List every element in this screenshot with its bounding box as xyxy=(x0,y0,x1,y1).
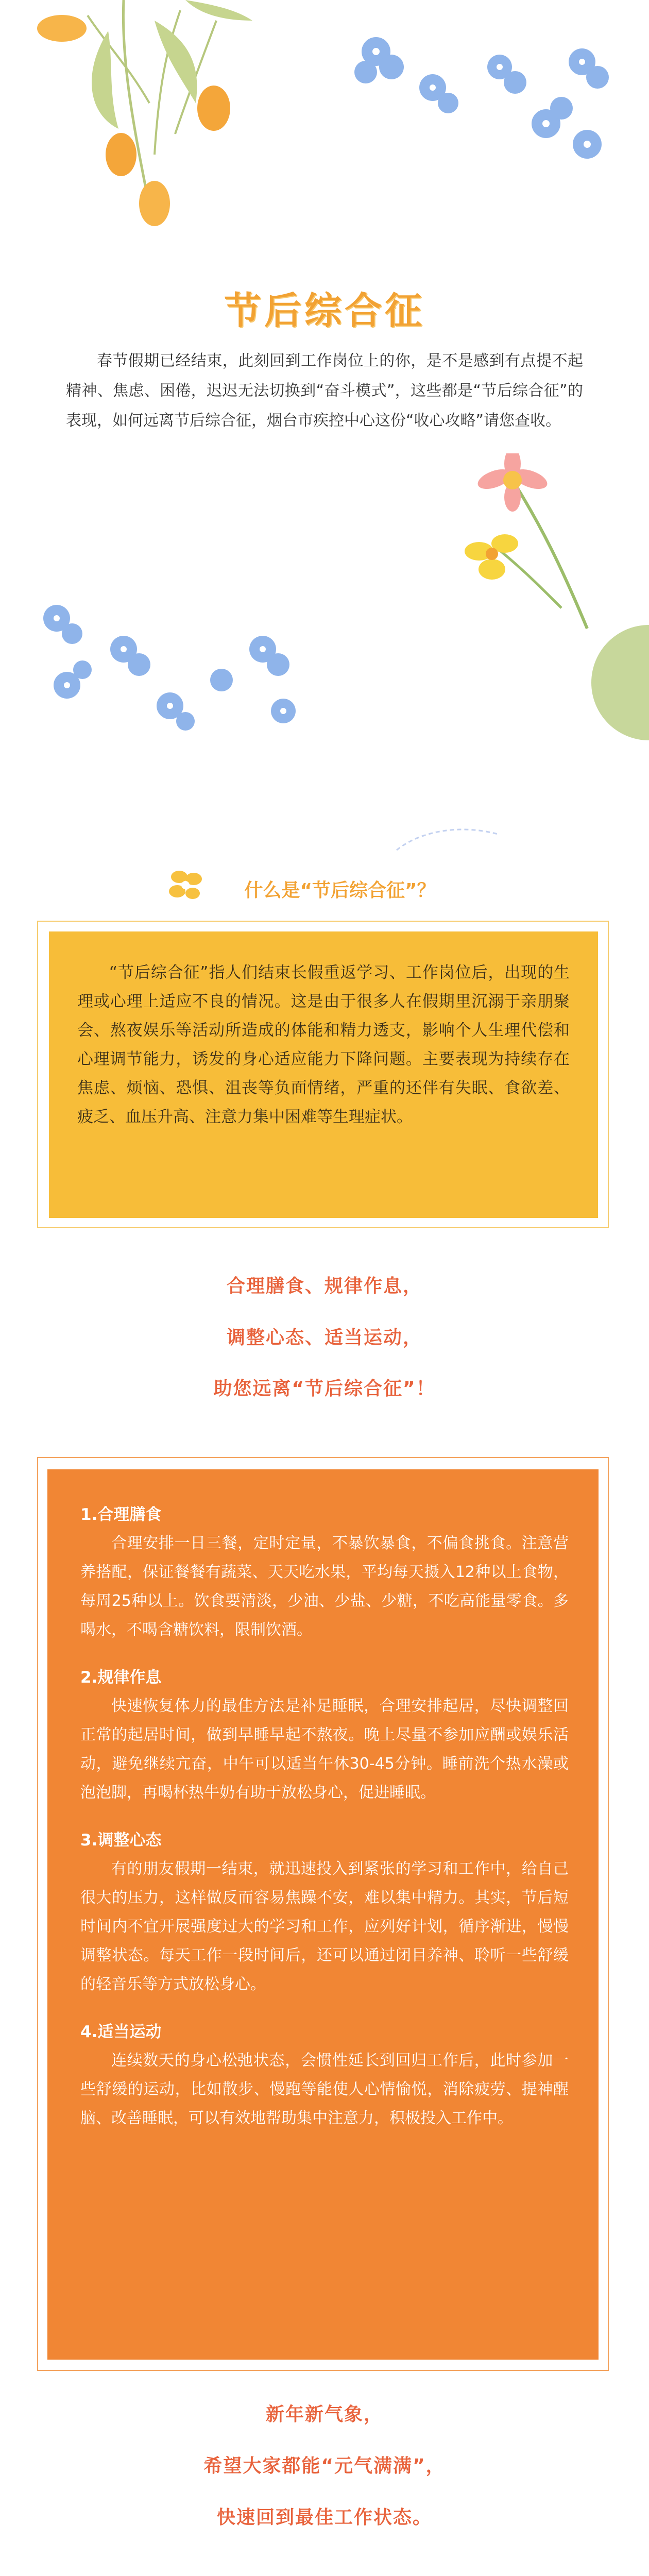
tip-routine xyxy=(80,1663,569,1807)
definition-heading xyxy=(0,876,649,902)
tip-body: 连续数天的身心松弛状态，会惯性延长到回归工作后，此时参加一些舒缓的运动，比如散步、慢跑等能使人心情愉悦，消除疲劳、提神醒脑、改善睡眠，可以有效地帮助集中注意力，积极投入工作中。 xyxy=(80,2052,569,2127)
tip-title: 3.调整心态 xyxy=(80,1831,162,1850)
definition-heading-text: 什么是“节后综合征”？ xyxy=(244,880,436,901)
tip-diet xyxy=(80,1500,569,1645)
closing-line-1: 新年新气象， xyxy=(265,2404,383,2425)
blue-flowers-decoration xyxy=(330,21,618,170)
yellow-flower-icon xyxy=(164,868,210,904)
slogan-line-1: 合理膳食、规律作息， xyxy=(226,1276,422,1297)
tip-title: 1.合理膳食 xyxy=(80,1505,162,1524)
daisy-decoration xyxy=(464,453,597,639)
definition-text: “节后综合征”指人们结束长假重返学习、工作岗位后，出现的生理或心理上适应不良的情况。这是由于很多人在假期里沉溺于亲朋聚会、熬夜娱乐等活动所造成的体能和精力透支，影响个人生理代偿和心理调节能力，诱发的身心适应能力下降问题。主要表现为持续存在焦虑、烦恼、恐惧、沮丧等负面情绪，严重的还伴有失眠、食欲差、疲乏、血压升高、注意力集中困难等生理症状。 xyxy=(77,963,570,1126)
tip-exercise xyxy=(80,2018,569,2133)
blue-flowers-decoration-lower xyxy=(36,587,304,737)
slogan-line-3: 助您远离“节后综合征”！ xyxy=(213,1378,436,1399)
tulip-decoration xyxy=(31,0,258,237)
tip-body: 合理安排一日三餐，定时定量，不暴饮暴食，不偏食挑食。注意营养搭配，保证餐餐有蔬菜、天天吃水果，平均每天摄入12种以上食物，每周25种以上。饮食要清淡，少油、少盐、少糖，不吃高能量零食。多喝水，不喝含糖饮料，限制饮酒。 xyxy=(80,1534,569,1639)
slogan-line-2: 调整心态、适当运动， xyxy=(226,1327,422,1348)
definition-box xyxy=(49,931,598,1218)
closing-line-2: 希望大家都能“元气满满”， xyxy=(203,2455,446,2477)
tip-title: 2.规律作息 xyxy=(80,1668,162,1687)
intro-paragraph: 春节假期已经结束，此刻回到工作岗位上的你，是不是感到有点提不起精神、焦虑、困倦，迟迟无法切换到“奋斗模式”，这些都是“节后综合征”的表现，如何远离节后综合征，烟台市疾控中心这份“收心攻略”请您查收。 xyxy=(66,352,583,430)
tip-body: 快速恢复体力的最佳方法是补足睡眠，合理安排起居，尽快调整回正常的起居时间，做到早睡早起不熬夜。晚上尽量不参加应酬或娱乐活动，避免继续亢奋，中午可以适当午休30-45分钟。睡前洗个热水澡或泡泡脚，再喝杯热牛奶有助于放松身心，促进睡眠。 xyxy=(80,1697,569,1802)
page-title: 节后综合征 xyxy=(224,289,425,332)
tips-box xyxy=(47,1469,599,2360)
tip-title: 4.适当运动 xyxy=(80,2023,162,2041)
dashed-swoosh-decoration xyxy=(391,824,505,855)
tip-body: 有的朋友假期一结束，就迅速投入到紧张的学习和工作中，给自己很大的压力，这样做反而容易焦躁不安，难以集中精力。其实，节后短时间内不宜开展强度过大的学习和工作，应列好计划，循序渐进，慢慢调整状态。每天工作一段时间后，还可以通过闭目养神、聆听一些舒缓的轻音乐等方式放松身心。 xyxy=(80,1860,569,1993)
green-half-circle-decoration xyxy=(582,623,649,742)
closing-line-3: 快速回到最佳工作状态。 xyxy=(216,2507,432,2528)
tip-mindset xyxy=(80,1826,569,1999)
